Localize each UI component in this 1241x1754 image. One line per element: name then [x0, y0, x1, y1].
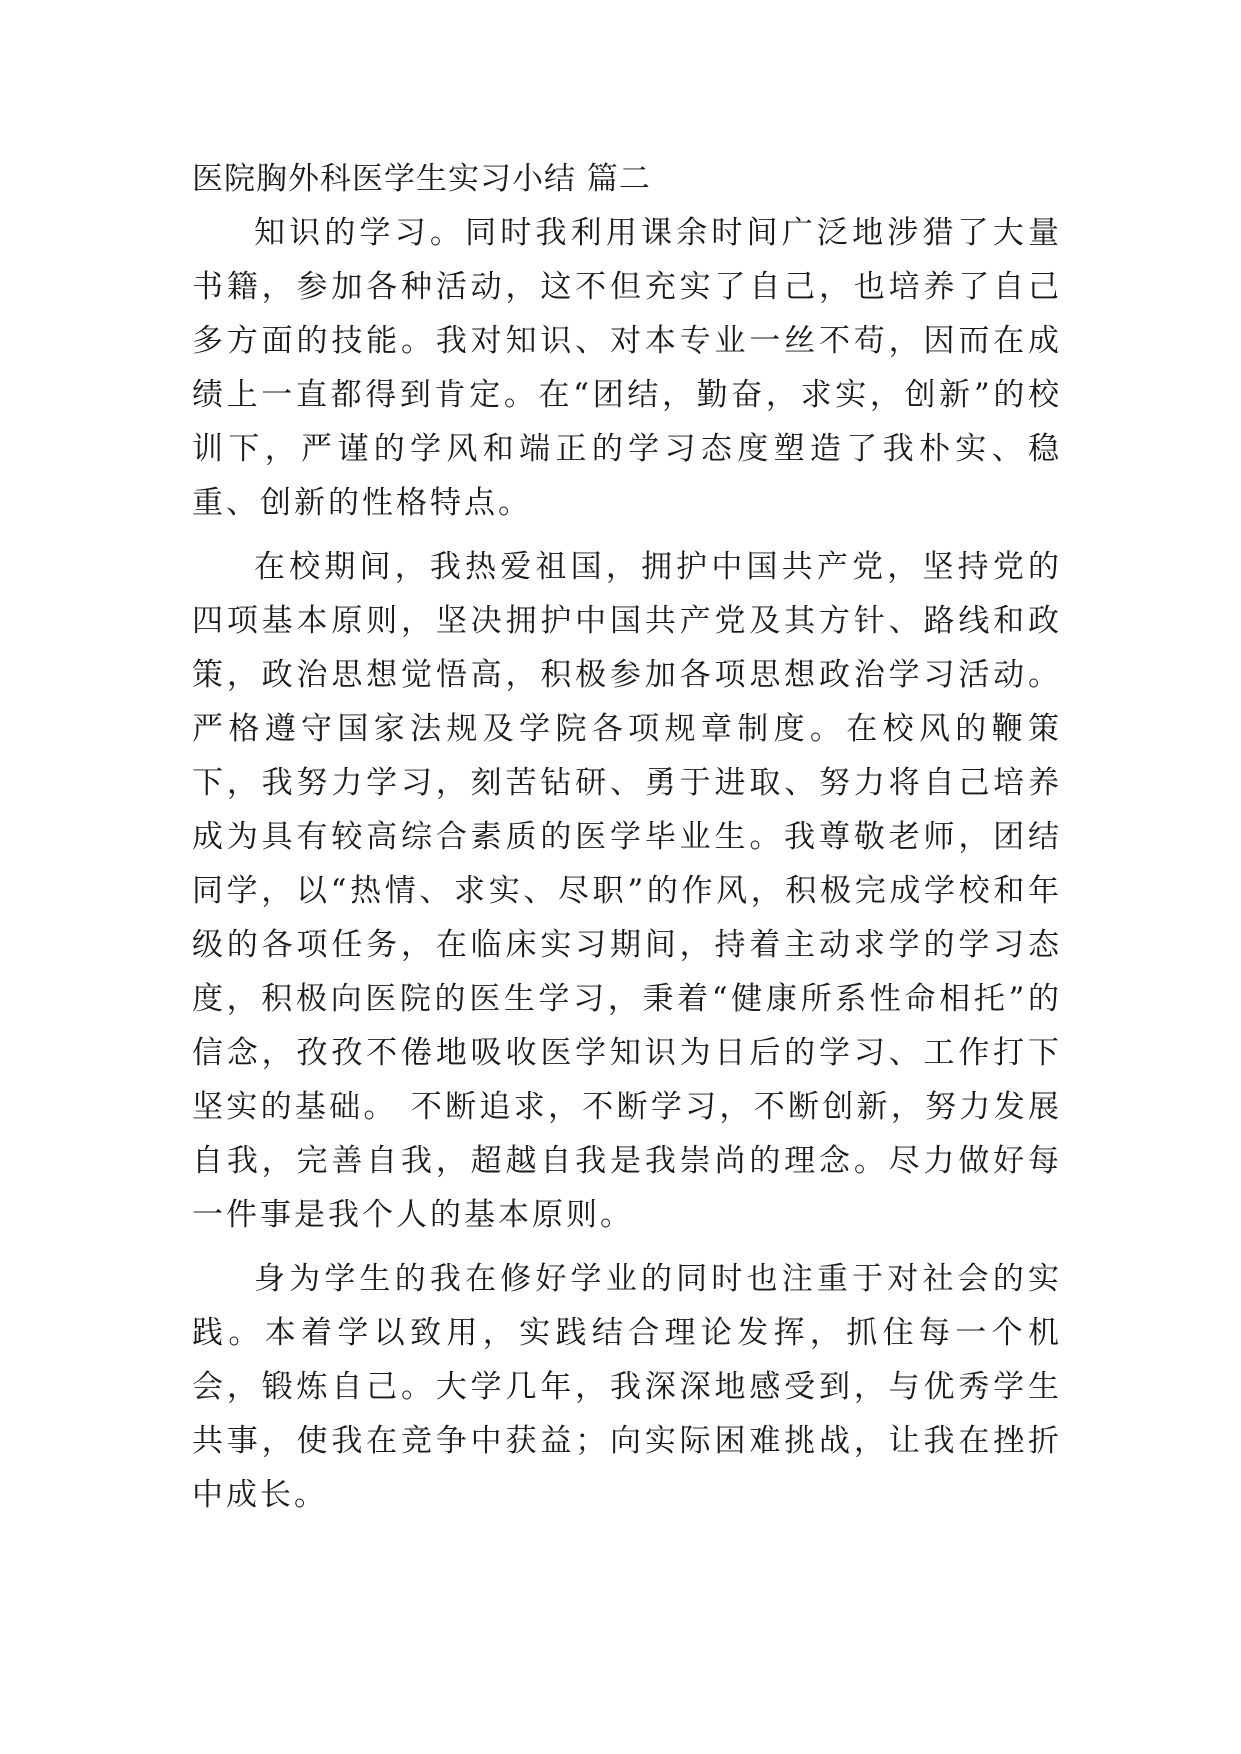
paragraph-2: 在校期间，我热爱祖国，拥护中国共产党，坚持党的四项基本原则，坚决拥护中国共产党及其方针、路线和政策，政治思想觉悟高，积极参加各项思想政治学习活动。严格遵守国家法规及学院各项规章制度。在校风的鞭策下，我努力学习，刻苦钻研、勇于进取、努力将自己培养成为具有较高综合素质的医学毕业生。我尊敬老师，团结同学，以“热情、求实、尽职”的作风，积极完成学校和年级的各项任务，在临床实习期间，持着主动求学的学习态度，积极向医院的医生学习，秉着“健康所系性命相托”的信念，孜孜不倦地吸收医学知识为日后的学习、工作打下坚实的基础。 不断追求，不断学习，不断创新，努力发展自我，完善自我，超越自我是我崇尚的理念。尽力做好每一件事是我个人的基本原则。	[192, 549, 1062, 1233]
document-title: 医院胸外科医学生实习小结 篇二	[192, 161, 651, 197]
paragraph-1: 知识的学习。同时我利用课余时间广泛地涉猎了大量书籍，参加各种活动，这不但充实了自己，也培养了自己多方面的技能。我对知识、对本专业一丝不苟，因而在成绩上一直都得到肯定。在“团结，勤奋，求实，创新”的校训下，严谨的学风和端正的学习态度塑造了我朴实、稳重、创新的性格特点。	[192, 215, 1062, 521]
paragraph-3: 身为学生的我在修好学业的同时也注重于对社会的实践。本着学以致用，实践结合理论发挥，抓住每一个机会，锻炼自己。大学几年，我深深地感受到，与优秀学生共事，使我在竞争中获益；向实际困难挑战，让我在挫折中成长。	[192, 1261, 1062, 1513]
document-body	[192, 152, 1062, 1532]
